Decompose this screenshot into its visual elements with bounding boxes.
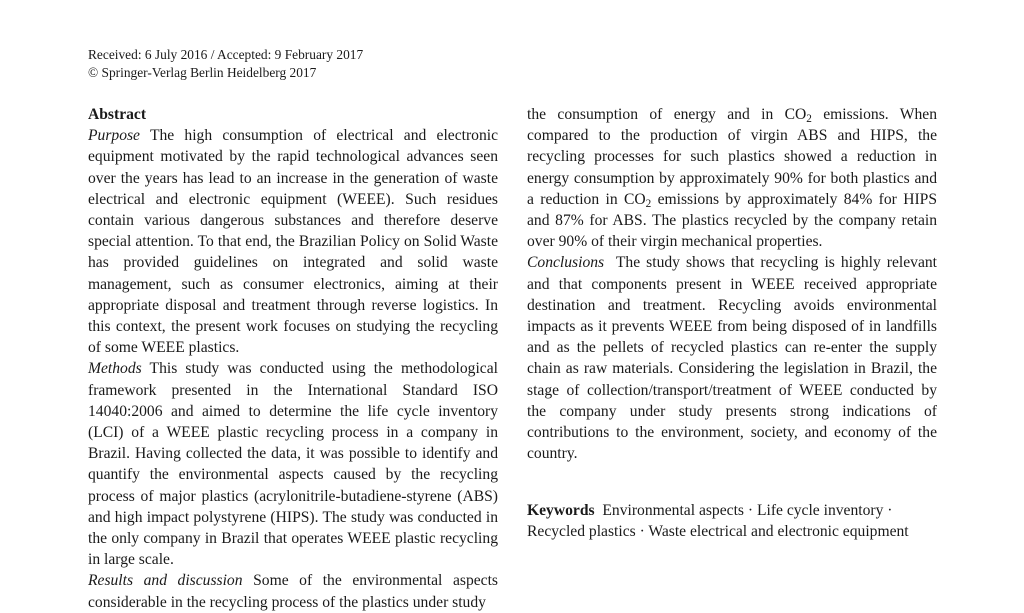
conclusions-paragraph	[527, 252, 937, 464]
purpose-paragraph	[88, 125, 498, 358]
methods-label: Methods	[88, 360, 142, 378]
results-label: Results and discussion	[88, 572, 243, 590]
abstract-left-column	[88, 104, 498, 613]
keywords-label: Keywords	[527, 502, 595, 519]
co2-subscript: 2	[806, 112, 812, 125]
article-metadata	[88, 46, 363, 81]
co2-subscript: 2	[645, 197, 652, 210]
methods-text: This study was conducted using the methodological framework presented in the International Standard ISO 14040:2006 and aimed to determine the life cycle inventory (LCI) of a WEEE plastic recycling process in a company in Brazil. Having collected the data, it was possible to identify and quantify the environmental aspects caused by the recycling process of major plastics (acrylonitrile-butadiene-styrene (ABS) and high impact polystyrene (HIPS). The study was conducted in the only company in Brazil that operates WEEE plastic recycling in large scale.	[88, 360, 498, 569]
results-text: Some of the environmental aspects	[253, 572, 498, 590]
keywords-line-2: Recycled plastics · Waste electrical and electronic equipment	[527, 523, 909, 541]
copyright-notice: © Springer-Verlag Berlin Heidelberg 2017	[88, 64, 317, 80]
received-accepted-dates: Received: 6 July 2016 / Accepted: 9 February 2017	[88, 47, 364, 62]
results-right-part-1: the consumption of energy and in CO	[527, 106, 807, 123]
results-right-part-2: emissions. When compared to the production of virgin ABS and HIPS, the recycling processes for such plastics showed a reduction in energy consumption by approximately 90% for both plastics and a reduction in CO	[527, 106, 937, 208]
keywords-line-1: Environmental aspects · Life cycle inventory ·	[602, 502, 893, 519]
purpose-text: The high consumption of electrical and electronic equipment motivated by the rapid technological advances seen over the years has lead to an increase in the generation of waste electrical and electronic equipment (WEEE). Such residues contain various dangerous substances and therefore deserve special attention. To that end, the Brazilian Policy on Solid Waste has provided guidelines on integrated and solid waste management, such as consumer electronics, aiming at their appropriate disposal and treatment through reverse logistics. In this context, the present work focuses on studying the recycling of some WEEE plastics.	[88, 127, 499, 357]
abstract-heading: Abstract	[88, 106, 147, 123]
methods-paragraph	[88, 358, 498, 570]
results-text-continued: considerable in the recycling process of the plastics under study	[88, 593, 486, 611]
results-continued-paragraph	[527, 104, 937, 252]
abstract-right-column	[527, 104, 937, 464]
results-right-part-3: emissions by approximately 84% for HIPS and 87% for ABS. The plastics recycled by the company retain over 90% of their virgin mechanical properties.	[527, 190, 938, 251]
conclusions-label: Conclusions	[527, 254, 605, 272]
results-paragraph	[88, 570, 498, 612]
conclusions-text: The study shows that recycling is highly relevant and that components present in WEEE received appropriate destination and treatment. Recycling avoids environmental impacts as it prevents WEEE from being disposed of in landfills and as the pellets of recycled plastics can re-enter the supply chain as raw materials. Considering the legislation in Brazil, the stage of collection/transport/treatment of WEEE conducted by the company under study presents strong indications of contributions to the environment, society, and economy of the country.	[527, 254, 937, 463]
purpose-label: Purpose	[88, 127, 140, 145]
keywords-block	[527, 500, 947, 542]
